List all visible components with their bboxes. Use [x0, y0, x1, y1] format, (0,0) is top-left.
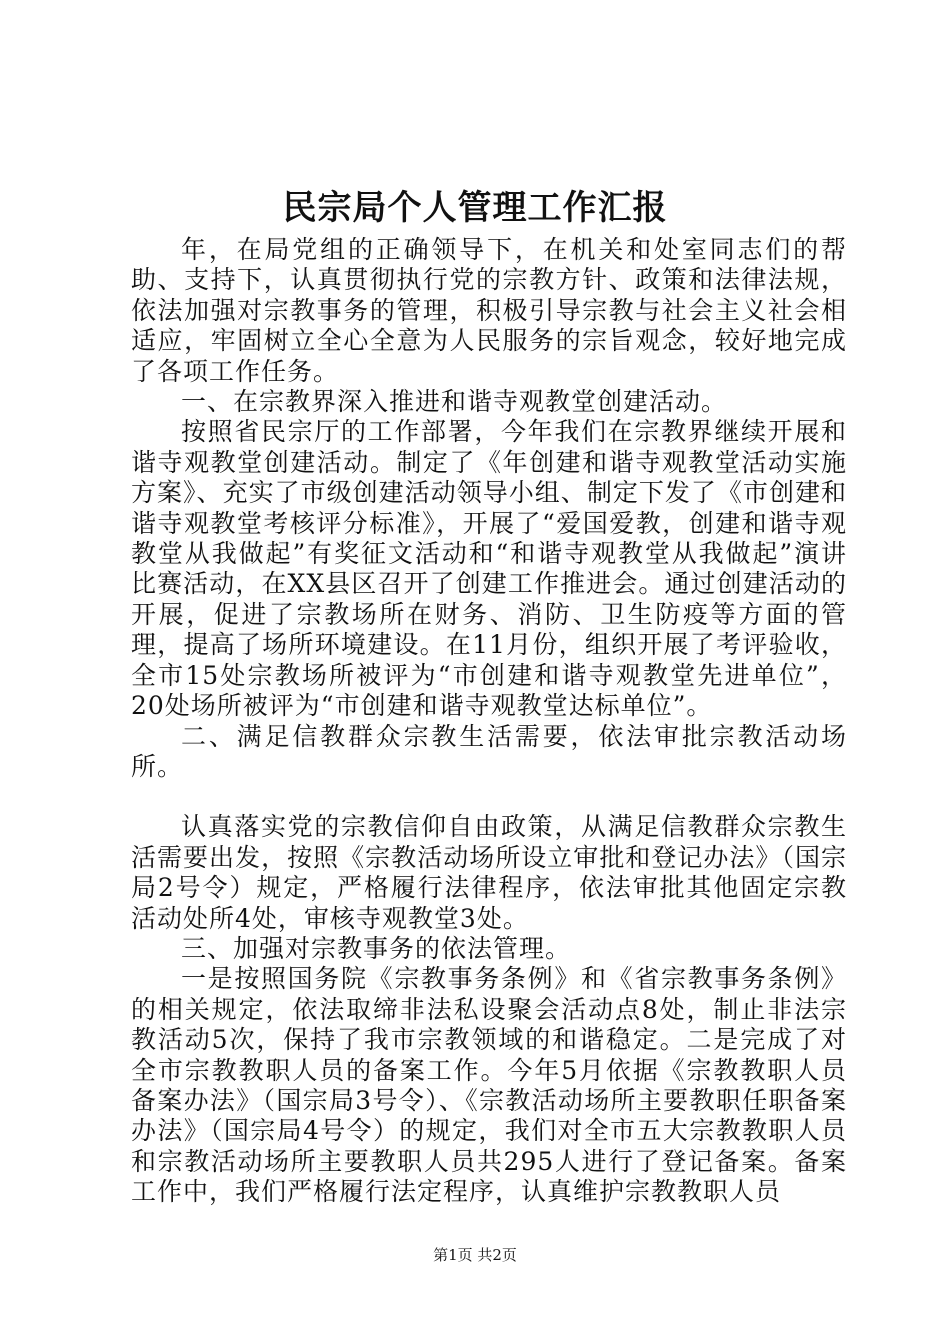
section-heading-1: 一、在宗教界深入推进和谐寺观教堂创建活动。 — [181, 387, 728, 417]
section-paragraph-2: 认真落实党的宗教信仰自由政策，从满足信教群众宗教生活需要出发，按照《宗教活动场所设立审批和登记办法》（国宗局2号令）规定，严格履行法律程序，依法审批其他固定宗教活动处所4处，审核寺观教堂3处。 — [131, 812, 847, 933]
document-body — [131, 235, 847, 1208]
page-number-footer: 第1页 共2页 — [433, 1246, 517, 1264]
section-heading-2: 二、满足信教群众宗教生活需要，依法审批宗教活动场所。 — [131, 721, 847, 781]
section-paragraph-1: 按照省民宗厅的工作部署，今年我们在宗教界继续开展和谐寺观教堂创建活动。制定了《年创建和谐寺观教堂活动实施方案》、充实了市级创建活动领导小组、制定下发了《市创建和谐寺观教堂考核评分标准》，开展了“爱国爱教，创建和谐寺观教堂从我做起”有奖征文活动和“和谐寺观教堂从我做起”演讲比赛活动，在XX县区召开了创建工作推进会。通过创建活动的开展，促进了宗教场所在财务、消防、卫生防疫等方面的管理，提高了场所环境建设。在11月份，组织开展了考评验收，全市15处宗教场所被评为“市创建和谐寺观教堂先进单位”，20处场所被评为“市创建和谐寺观教堂达标单位”。 — [131, 417, 847, 721]
intro-paragraph: 年，在局党组的正确领导下，在机关和处室同志们的帮助、支持下，认真贯彻执行党的宗教方针、政策和法律法规，依法加强对宗教事务的管理，积极引导宗教与社会主义社会相适应，牢固树立全心全意为人民服务的宗旨观念，较好地完成了各项工作任务。 — [131, 235, 847, 386]
section-paragraph-3: 一是按照国务院《宗教事务条例》和《省宗教事务条例》的相关规定，依法取缔非法私设聚会活动点8处，制止非法宗教活动5次，保持了我市宗教领域的和谐稳定。二是完成了对全市宗教教职人员的备案工作。今年5月依据《宗教教职人员备案办法》（国宗局3号令）、《宗教活动场所主要教职任职备案办法》（国宗局4号令）的规定，我们对全市五大宗教教职人员和宗教活动场所主要教职人员共295人进行了登记备案。备案工作中，我们严格履行法定程序，认真维护宗教教职人员 — [131, 964, 847, 1207]
section-heading-3: 三、加强对宗教事务的依法管理。 — [181, 933, 572, 963]
document-title: 民宗局个人管理工作汇报 — [282, 188, 668, 228]
